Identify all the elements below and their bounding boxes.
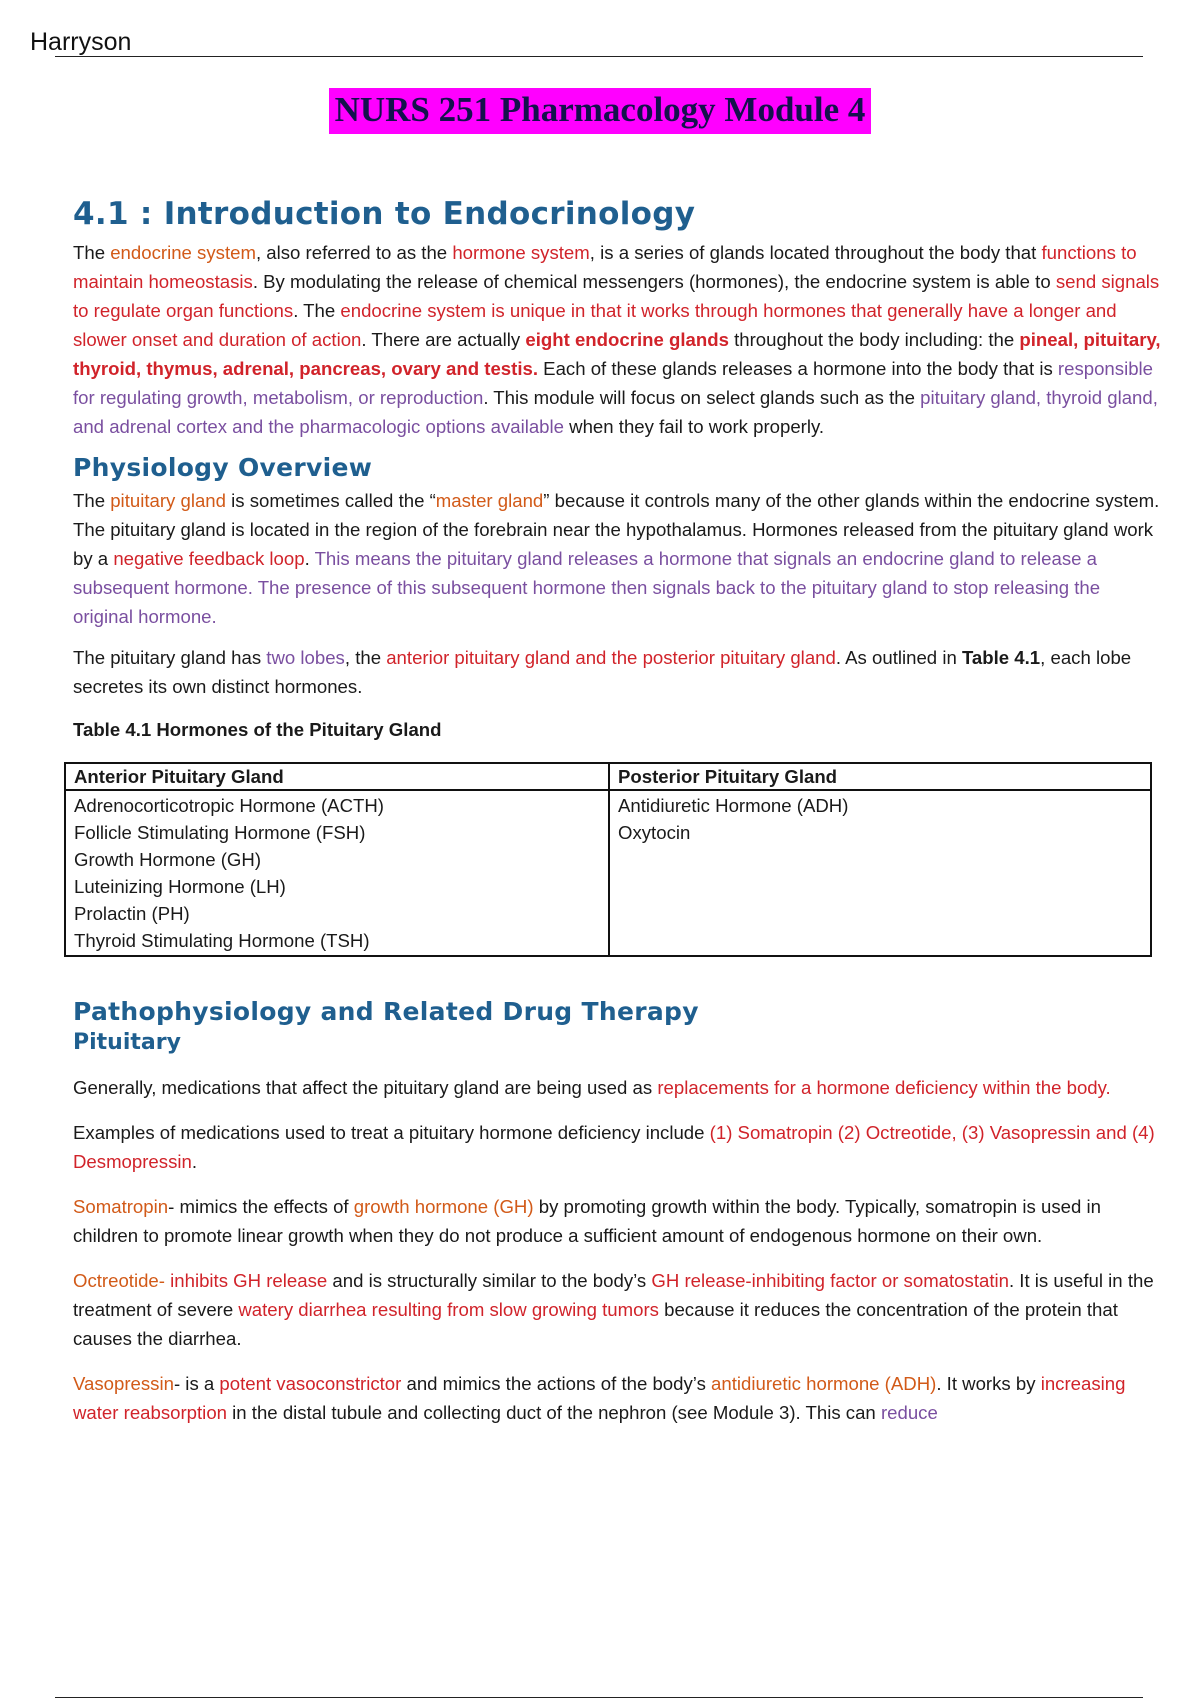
list-item: Antidiuretic Hormone (ADH): [618, 795, 849, 816]
highlight-term: negative feedback loop: [113, 548, 305, 569]
highlight-term: two lobes: [266, 647, 345, 668]
text-span: . It is useful in the treatment of severe: [73, 1270, 1154, 1320]
somatropin-paragraph: [73, 1192, 1163, 1250]
text-span: by promoting growth within the body. Typically, somatropin is used in children to promote linear growth when they do not produce a sufficient amount of endogenous hormone on their own.: [73, 1196, 1101, 1246]
highlight-term: anterior pituitary gland and the posterior pituitary gland: [386, 647, 836, 668]
text-span: Each of these glands releases a hormone into the body that is: [538, 358, 1058, 379]
section-heading-patho: Pathophysiology and Related Drug Therapy: [73, 997, 699, 1026]
highlight-term: pineal, pituitary, thyroid, thymus, adrenal, pancreas, ovary and testis.: [73, 329, 1161, 379]
pituitary-hormones-table: [64, 762, 1152, 957]
text-span: when they fail to work properly.: [564, 416, 825, 437]
posterior-hormones-cell: [609, 790, 1151, 956]
highlight-term: functions to maintain homeostasis: [73, 242, 1137, 292]
table-header-anterior: Anterior Pituitary Gland: [65, 763, 609, 790]
text-span: Examples of medications used to treat a pituitary hormone deficiency include: [73, 1122, 710, 1143]
anterior-hormones-cell: [65, 790, 609, 956]
list-item: Adrenocorticotropic Hormone (ACTH): [74, 795, 384, 816]
text-span: The: [73, 490, 111, 511]
text-span: is sometimes called the “: [226, 490, 436, 511]
table-header-posterior: Posterior Pituitary Gland: [609, 763, 1151, 790]
text-span: . It works by: [936, 1373, 1041, 1394]
highlight-term: endocrine system is unique in that it works through hormones that generally have a longer and slower onset and duration of action: [73, 300, 1117, 350]
highlight-term: GH release-inhibiting factor or somatostatin: [651, 1270, 1009, 1291]
text-span: . This module will focus on select glands such as the: [483, 387, 921, 408]
text-span: ” because it controls many of the other glands within the endocrine system. The pituitary gland is located in the region of the forebrain near the hypothalamus. Hormones released from the pituitary gland work by a: [73, 490, 1160, 569]
highlight-term: potent vasoconstrictor: [219, 1373, 402, 1394]
text-span: and is structurally similar to the body’s: [327, 1270, 652, 1291]
text-span: . As outlined in: [835, 647, 962, 668]
text-span: . The: [293, 300, 341, 321]
text-span: in the distal tubule and collecting duct of the nephron (see Module 3). This can: [227, 1402, 881, 1423]
patho-paragraph-1: [73, 1073, 1163, 1102]
text-span: The pituitary gland has: [73, 647, 267, 668]
highlight-term: replacements for a hormone deficiency within the body.: [657, 1077, 1111, 1098]
text-span: , each lobe secretes its own distinct hormones.: [73, 647, 1132, 697]
text-span: - is a: [173, 1373, 220, 1394]
text-span: throughout the body including: the: [728, 329, 1020, 350]
octreotide-paragraph: [73, 1266, 1163, 1353]
footer-rule: [55, 1697, 1143, 1698]
vasopressin-paragraph: [73, 1369, 1163, 1427]
table-row: [65, 790, 1151, 956]
list-item: Prolactin (PH): [74, 903, 190, 924]
section-heading-physiology: Physiology Overview: [73, 453, 373, 482]
section-heading-intro: 4.1 : Introduction to Endocrinology: [73, 196, 696, 232]
text-span: , is a series of glands located throughout the body that: [589, 242, 1042, 263]
text-span: . By modulating the release of chemical messengers (hormones), the endocrine system is able to: [252, 271, 1056, 292]
drug-name: Octreotide-: [73, 1270, 171, 1291]
text-span: .: [304, 548, 315, 569]
highlight-term: pituitary gland, thyroid gland, and adrenal cortex and the pharmacologic options available: [73, 387, 1158, 437]
intro-paragraph: [73, 238, 1163, 441]
highlight-term: reduce: [880, 1402, 938, 1423]
list-item: Growth Hormone (GH): [74, 849, 262, 870]
text-span: . There are actually: [361, 329, 526, 350]
list-item: Thyroid Stimulating Hormone (TSH): [74, 930, 370, 951]
subheading-pituitary: Pituitary: [73, 1030, 181, 1055]
text-span: , the: [344, 647, 387, 668]
highlight-term: send signals to regulate organ functions: [73, 271, 1160, 321]
text-span: - mimics the effects of: [168, 1196, 354, 1217]
document-body: [73, 196, 1163, 1427]
highlight-term: eight endocrine glands: [525, 329, 729, 350]
document-title: NURS 251 Pharmacology Module 4: [329, 88, 872, 134]
text-span: because it reduces the concentration of the protein that causes the diarrhea.: [73, 1299, 1118, 1349]
text-span: Generally, medications that affect the pituitary gland are being used as: [73, 1077, 658, 1098]
highlight-term: master gland: [435, 490, 544, 511]
highlight-term: growth hormone (GH): [353, 1196, 534, 1217]
table-header-row: [65, 763, 1151, 790]
title-wrap: [0, 88, 1200, 134]
highlight-term: hormone system: [452, 242, 590, 263]
highlight-term: This means the pituitary gland releases a hormone that signals an endocrine gland to release a subsequent hormone. The presence of this subsequent hormone then signals back to the pituitary gland to stop releasing the original hormone.: [73, 548, 1101, 627]
highlight-term: watery diarrhea resulting from slow growing tumors: [238, 1299, 659, 1320]
text-span: .: [191, 1151, 198, 1172]
physiology-paragraph-2: [73, 643, 1163, 701]
text-span: The: [73, 242, 111, 263]
highlight-term: increasing water reabsorption: [73, 1373, 1126, 1423]
highlight-term: endocrine system: [110, 242, 256, 263]
patho-paragraph-2: [73, 1118, 1163, 1176]
text-span: and mimics the actions of the body’s: [401, 1373, 712, 1394]
drug-name: Somatropin: [73, 1196, 169, 1217]
highlight-term: (1) Somatropin (2) Octreotide, (3) Vasopressin and (4) Desmopressin: [73, 1122, 1155, 1172]
highlight-term: antidiuretic hormone (ADH): [711, 1373, 937, 1394]
drug-name: Vasopressin: [73, 1373, 174, 1394]
list-item: Follicle Stimulating Hormone (FSH): [74, 822, 366, 843]
highlight-term: pituitary gland: [110, 490, 226, 511]
list-item: Luteinizing Hormone (LH): [74, 876, 286, 897]
physiology-paragraph-1: [73, 486, 1163, 631]
text-span: , also referred to as the: [255, 242, 453, 263]
table-reference: Table 4.1: [961, 647, 1041, 668]
table-caption: Table 4.1 Hormones of the Pituitary Gland: [73, 719, 442, 740]
highlight-term: responsible for regulating growth, metabolism, or reproduction: [73, 358, 1154, 408]
list-item: Oxytocin: [618, 822, 691, 843]
highlight-term: inhibits GH release: [170, 1270, 328, 1291]
header-rule: [55, 56, 1143, 57]
header-author: Harryson: [30, 28, 132, 56]
